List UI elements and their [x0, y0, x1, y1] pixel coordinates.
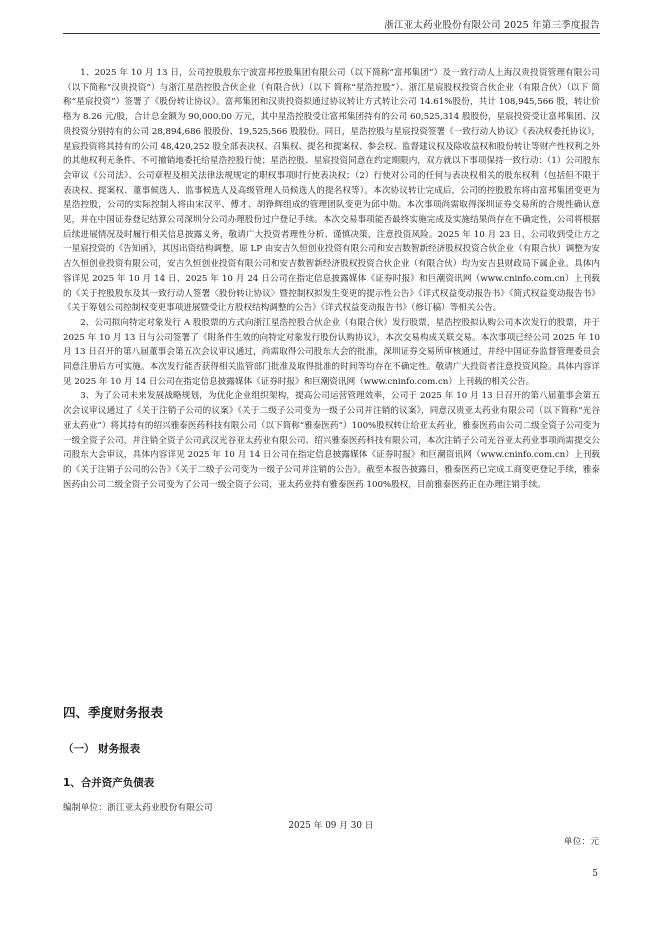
header-divider: [63, 33, 600, 34]
currency-unit: 单位：元: [563, 837, 599, 847]
table-title: 1、合并资产负债表: [63, 777, 155, 789]
paragraph-3: 3、为了公司未来发展战略规划，为优化企业组织架构，提高公司运营管理效率，公司于 2025 年 10 月 13 日召开的第八届董事会第五次会议审议通过了《关于注销子公司的议案》《关于二级子公司变为一级子公司并注销的议案》，同意汉贵亚太药业有限公司（以下简称“光谷亚太药业”）将其持有的绍兴雅泰医药科技有限公司（以下简称“雅泰医药”）100%股权转让给亚太药业，雅泰医药由公司二级全资子公司变为一级全资子公司，并注销全资子公司武汉光谷亚太药业有限公司、绍兴雅泰医药科技有限公司，本次注销子公司光谷亚太药业事项尚需提交公司股东大会审议，具体内容详见 2025 年 10 月 14 日公司在指定信息披露媒体《证券时报》和巨潮资讯网（www.cninfo.com.cn）上刊载的《关于注销子公司的公告》《关于二级子公司变为一级子公司并注销的公告》。截至本报告披露日，雅泰医药已完成工商变更登记手续，雅泰医药由公司二级全资子公司变为了公司一级全资子公司，亚太药业持有雅泰医药 100%股权，目前雅泰医药正在办理注销手续。: [63, 391, 600, 490]
page-header-title: 浙江亚太药业股份有限公司 2025 年第三季度报告: [384, 20, 600, 31]
section-title: 四、季度财务报表: [63, 705, 164, 720]
subsection-title: （一） 财务报表: [63, 743, 141, 755]
report-date: 2025 年 09 月 30 日: [288, 821, 374, 831]
paragraph-1: 1、2025 年 10 月 13 日，公司控股股东宁波富邦控股集团有限公司（以下简称“富邦集团”）及一致行动人上海汉贵投资管理有限公司（以下简称“汉贵投资”）与浙江星浩控股合伙企业（有限合伙）（以下 简称“星浩控股”）、浙江星宸股权投资合伙企业（有限合伙）（以下 简称“星宸投资”）签署了《股份转让协议》。富邦集团和汉贵投资拟通过协议转让方式转让公司 14.61%股份，共计 108,945,566 股，转让价格为 8.26 元/股，合计总金额为 90,000.00 万元，其中星浩控股受让富邦集团持有的公司 60,525,314 股股份，星宸投资受让富邦集团、汉贵投资分别持有的公司 28,894,686 股股份、19,525,566 股股份。同日，星浩控股与星宸投资签署《一致行动人协议》《表决权委托协议》，星宸投资将其持有的公司 48,420,252 股全部表决权、召集权、提名和提案权、参会权、监督建议权及除收益权和股份转让等财产性权利之外的其他权利无条件、不可撤销地委托给星浩控股行使；星浩控股、星宸投资同意在约定期限内，双方就以下事项保持一致行动：（1）公司股东会审议《公司法》、公司章程及相关法律法规规定的职权事项时行使表决权；（2）行使对公司的任何与表决权相关的股东权利（包括但不限于表决权、提案权、董事候选人、监事候选人及高级管理人员候选人的提名权等）。本次协议转让完成后，公司的控股股东将由富邦集团变更为星浩控股，公司的实际控制人将由宋汉平、傅才、胡铮辉组成的管理团队变更为邱中勋。本次事项尚需取得深圳证券交易所的合规性确认意见，并在中国证券登记结算公司深圳分公司办理股份过户登记手续。本次交易事项能否最终实施完成及实施结果尚存在不确定性，公司将根据后续进展情况及时履行相关信息披露义务，敬请广大投资者理性分析、谨慎决策，注意投资风险。2025 年 10 月 23 日，公司收到受让方之一星宸投资的《告知函》，其因出资结构调整，原 LP 由安吉久恒创业投资有限公司和安吉数智新经济股权投资合伙企业（有限合伙）调整为安吉久恒创业投资有限公司，安吉久恒创业投资有限公司和安吉数智新经济股权投资合伙企业（有限合伙）均为安吉县财政局下属企业。具体内容详见 2025 年 10 月 14 日、2025 年 10 月 24 日公司在指定信息披露媒体《证券时报》和巨潮资讯网（www.cninfo.com.cn）上刊载的《关于控股股东及其一致行动人签署〈股份转让协议〉暨控制权拟发生变更的提示性公告》《详式权益变动报告书》《简式权益变动报告书》《关于筹划公司控制权变更事项进展暨受让方股权结构调整的公告》《详式权益变动报告书》（修订稿）等相关公告。: [63, 68, 600, 314]
paragraph-2: 2、公司拟向特定对象发行 A 股股票的方式向浙江星浩控股合伙企业（有限合伙）发行股票，星浩控股拟认购公司本次发行的股票，并于 2025 年 10 月 13 日与公司签署了《附条件生效的向特定对象发行股份认购协议》，本次交易构成关联交易。本次事项已经公司 2025 年 10 月 13 日召开的第八届董事会第五次会议审议通过，尚需取得公司股东大会的批准，深圳证券交易所审核通过，并经中国证券监督管理委员会同意注册后方可实施。本次发行能否获得相关监管部门批准及取得批准的时间等均存在不确定性。敬请广大投资者注意投资风险。具体内容详见 2025 年 10 月 14 日公司在指定信息披露媒体《证券时报》和巨潮资讯网（www.cninfo.com.cn）上刊载的相关公告。: [63, 317, 600, 387]
page-number: 5: [592, 869, 598, 879]
body-content: [63, 66, 600, 492]
compiler-label: 编制单位：浙江亚太药业股份有限公司: [63, 803, 213, 813]
